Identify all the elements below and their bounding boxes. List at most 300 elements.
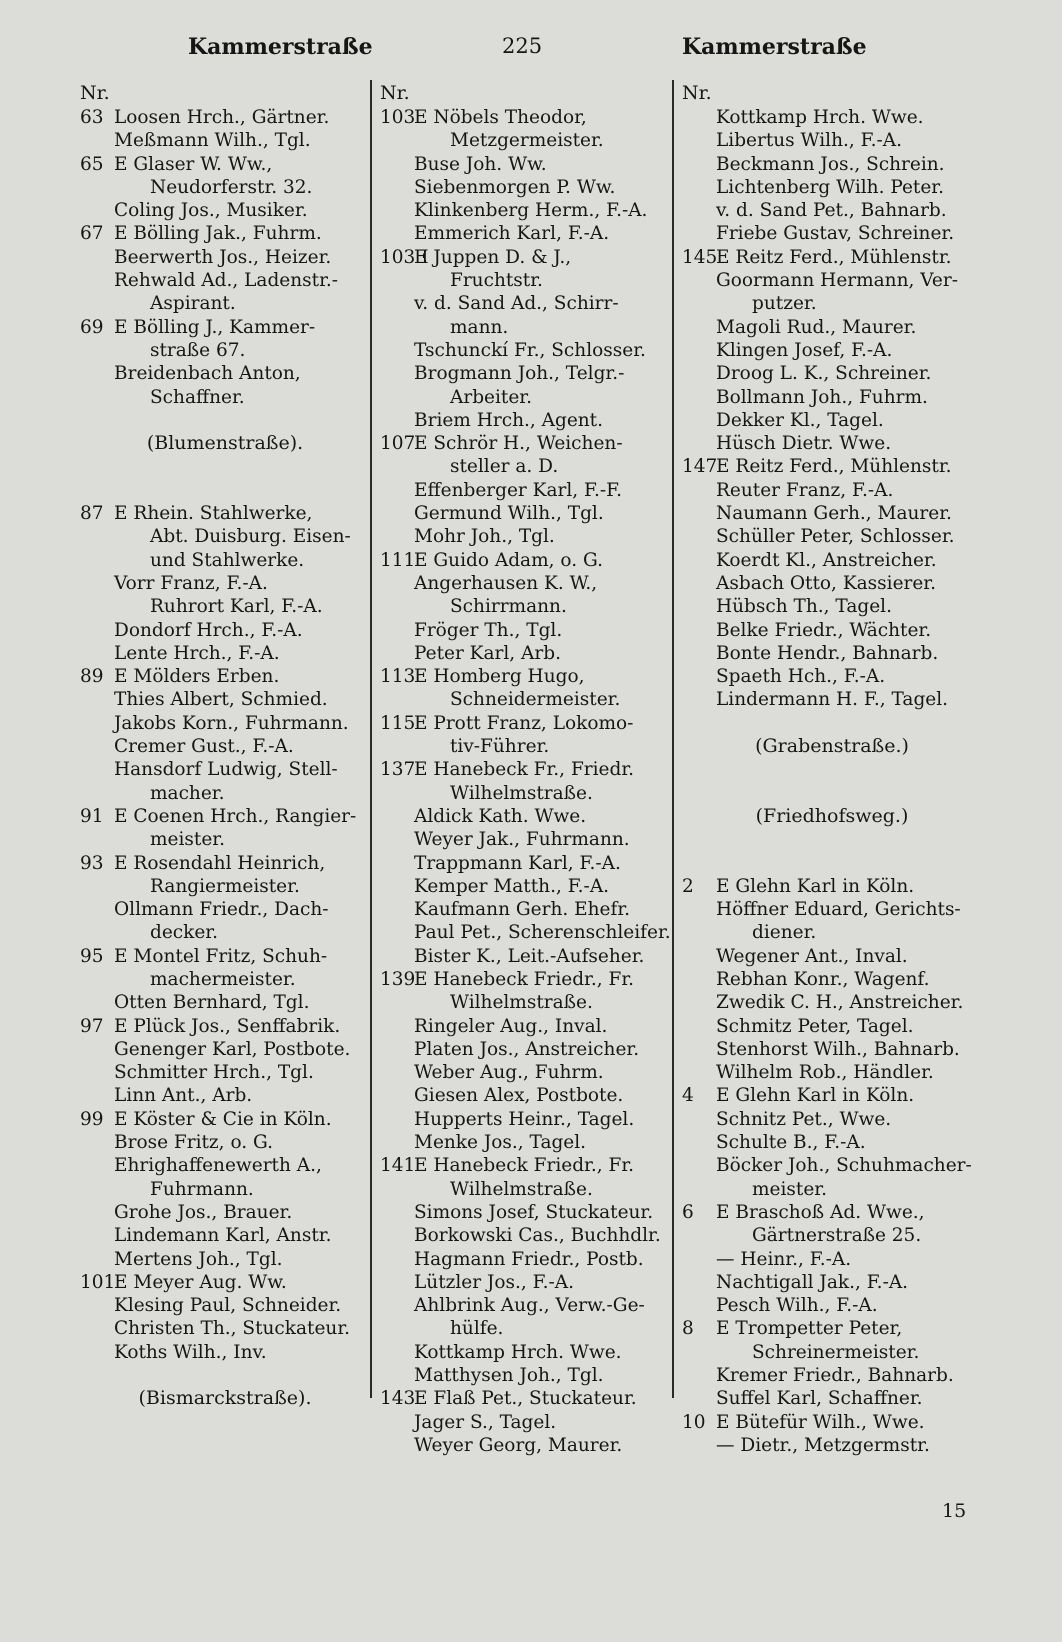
house-number: 101	[80, 1271, 116, 1293]
signature-number: 15	[942, 1500, 967, 1522]
resident-entry	[80, 362, 370, 385]
resident-entry	[682, 1434, 982, 1457]
resident-entry	[80, 1084, 370, 1107]
house-number: 95	[80, 945, 104, 967]
house-number: 141	[380, 1155, 416, 1177]
entry-text: E Hanebeck Friedr., Fr.	[414, 1155, 635, 1177]
column-label: Nr.	[682, 82, 712, 104]
street-section-heading: (Grabenstraße.)	[755, 735, 909, 758]
entry-text: Nachtigall Jak., F.-A.	[716, 1271, 909, 1293]
resident-entry	[380, 1061, 670, 1084]
house-entry	[682, 875, 982, 898]
house-number: 6	[682, 1201, 694, 1223]
resident-entry	[682, 642, 982, 665]
entry-continuation	[380, 455, 670, 478]
entry-text: E Reitz Ferd., Mühlenstr.	[716, 456, 952, 478]
entry-text: und Stahlwerke.	[150, 549, 305, 571]
resident-entry	[380, 1108, 670, 1131]
entry-text: macher.	[150, 782, 225, 804]
resident-entry	[380, 1341, 670, 1364]
entry-continuation	[80, 595, 370, 618]
house-entry	[80, 1108, 370, 1131]
entry-text: Klingen Josef, F.-A.	[716, 339, 893, 361]
entry-text: putzer.	[752, 293, 817, 315]
entry-text: Ollmann Friedr., Dach-	[114, 899, 329, 921]
resident-entry	[682, 479, 982, 502]
entry-text: Rehwald Ad., Ladenstr.-	[114, 270, 339, 292]
resident-entry	[380, 945, 670, 968]
house-number: 2	[682, 875, 694, 897]
resident-entry	[682, 898, 982, 921]
entry-text: Suffel Karl, Schaffner.	[716, 1388, 923, 1410]
house-entry	[80, 945, 370, 968]
entry-text: steller a. D.	[450, 456, 559, 478]
resident-entry	[380, 1201, 670, 1224]
house-entry	[80, 852, 370, 875]
house-number: 8	[682, 1318, 694, 1340]
entry-text: Höffner Eduard, Gerichts-	[716, 899, 961, 921]
house-number: 91	[80, 805, 104, 827]
house-number: 113	[380, 666, 416, 688]
entry-text: Schaffner.	[150, 386, 245, 408]
resident-entry	[380, 1434, 670, 1457]
house-entry	[80, 1015, 370, 1038]
entry-text: Arbeiter.	[450, 386, 532, 408]
entry-text: Genenger Karl, Postbote.	[114, 1038, 351, 1060]
resident-entry	[682, 1387, 982, 1410]
entry-text: Gärtnerstraße 25.	[752, 1225, 922, 1247]
resident-entry	[80, 1201, 370, 1224]
resident-entry	[80, 1038, 370, 1061]
entry-continuation	[380, 316, 670, 339]
resident-entry	[380, 1084, 670, 1107]
entry-text: E Coenen Hrch., Rangier-	[114, 805, 357, 827]
house-entry	[380, 758, 670, 781]
resident-entry	[80, 1154, 370, 1177]
house-entry	[80, 805, 370, 828]
entry-text: Brose Fritz, o. G.	[114, 1132, 274, 1154]
entry-text: Effenberger Karl, F.-F.	[414, 479, 622, 501]
resident-entry	[380, 176, 670, 199]
entry-text: Matthysen Joh., Tgl.	[414, 1365, 604, 1387]
resident-entry	[380, 1015, 670, 1038]
resident-entry	[682, 525, 982, 548]
resident-entry	[380, 292, 670, 315]
resident-entry	[380, 339, 670, 362]
entry-continuation	[380, 688, 670, 711]
entry-text: Coling Jos., Musiker.	[114, 200, 308, 222]
house-entry	[380, 246, 670, 269]
entry-text: E Prott Franz, Lokomo-	[414, 712, 634, 734]
resident-entry	[380, 1224, 670, 1247]
entry-text: straße 67.	[150, 339, 246, 361]
resident-entry	[380, 222, 670, 245]
entry-text: Stenhorst Wilh., Bahnarb.	[716, 1038, 960, 1060]
resident-entry	[682, 362, 982, 385]
house-entry	[80, 106, 370, 129]
house-entry	[80, 665, 370, 688]
entry-text: Mohr Joh., Tgl.	[414, 526, 555, 548]
spacer	[682, 758, 982, 805]
spacer	[80, 455, 370, 502]
resident-entry	[380, 1248, 670, 1271]
entry-text: Lindermann H. F., Tagel.	[716, 689, 949, 711]
street-section-heading: (Bismarckstraße).	[138, 1387, 312, 1410]
entry-text: Linn Ant., Arb.	[114, 1085, 253, 1107]
resident-entry	[682, 1364, 982, 1387]
resident-entry	[80, 1341, 370, 1364]
entry-text: Ahlbrink Aug., Verw.-Ge-	[414, 1295, 645, 1317]
house-entry	[380, 665, 670, 688]
entry-text: Wilhelm Rob., Händler.	[716, 1062, 934, 1084]
entry-text: diener.	[752, 922, 817, 944]
entry-continuation	[380, 269, 670, 292]
entry-text: Fröger Th., Tgl.	[414, 619, 563, 641]
house-entry	[380, 712, 670, 735]
house-number: 10	[682, 1411, 706, 1433]
entry-continuation	[380, 782, 670, 805]
entry-text: E Guido Adam, o. G.	[414, 549, 603, 571]
resident-entry	[380, 642, 670, 665]
entry-continuation	[80, 968, 370, 991]
resident-entry	[682, 665, 982, 688]
resident-entry	[682, 572, 982, 595]
entry-text: Schreinermeister.	[752, 1341, 920, 1363]
entry-continuation	[380, 386, 670, 409]
entry-text: Schneidermeister.	[450, 689, 621, 711]
entry-continuation	[80, 828, 370, 851]
entry-continuation	[80, 339, 370, 362]
house-entry	[682, 1201, 982, 1224]
entry-text: Asbach Otto, Kassierer.	[716, 572, 937, 594]
entry-text: E Bütefür Wilh., Wwe.	[716, 1411, 925, 1433]
resident-entry	[80, 129, 370, 152]
entry-text: v. d. Sand Ad., Schirr-	[414, 293, 619, 315]
entry-text: Schirrmann.	[450, 596, 567, 618]
house-number: 67	[80, 223, 104, 245]
resident-entry	[380, 572, 670, 595]
house-entry	[682, 1317, 982, 1340]
entry-text: Cremer Gust., F.-A.	[114, 736, 294, 758]
resident-entry	[682, 1015, 982, 1038]
resident-entry	[682, 595, 982, 618]
resident-entry	[80, 898, 370, 921]
entry-text: Fruchtstr.	[450, 270, 543, 292]
resident-entry	[682, 1248, 982, 1271]
entry-text: Spaeth Hch., F.-A.	[716, 666, 886, 688]
entry-text: Jager S., Tagel.	[414, 1411, 557, 1433]
resident-entry	[380, 409, 670, 432]
entry-text: Ruhrort Karl, F.-A.	[150, 596, 323, 618]
entry-continuation	[80, 1178, 370, 1201]
entry-text: Schulte B., F.-A.	[716, 1132, 866, 1154]
entry-continuation	[682, 1178, 982, 1201]
entry-text: E Reitz Ferd., Mühlenstr.	[716, 246, 952, 268]
entry-text: Vorr Franz, F.-A.	[114, 572, 268, 594]
entry-text: Goormann Hermann, Ver-	[716, 270, 958, 292]
entry-continuation	[380, 1317, 670, 1340]
entry-text: Kremer Friedr., Bahnarb.	[716, 1365, 954, 1387]
entry-text: v. d. Sand Pet., Bahnarb.	[716, 200, 947, 222]
entry-text: Weyer Jak., Fuhrmann.	[414, 829, 630, 851]
entry-text: Jakobs Korn., Fuhrmann.	[114, 712, 349, 734]
spacer	[682, 828, 982, 875]
entry-text: Breidenbach Anton,	[114, 363, 301, 385]
resident-entry	[682, 409, 982, 432]
resident-entry	[682, 339, 982, 362]
entry-text: Weyer Georg, Maurer.	[414, 1434, 623, 1456]
resident-entry	[380, 525, 670, 548]
entry-text: Otten Bernhard, Tgl.	[114, 992, 310, 1014]
entry-continuation	[80, 875, 370, 898]
entry-continuation	[380, 735, 670, 758]
entry-text: Simons Josef, Stuckateur.	[414, 1201, 654, 1223]
entry-continuation	[80, 921, 370, 944]
entry-text: E Hanebeck Fr., Friedr.	[414, 759, 635, 781]
resident-entry	[682, 129, 982, 152]
entry-text: Wilhelmstraße.	[450, 992, 593, 1014]
house-number: 99	[80, 1108, 104, 1130]
resident-entry	[380, 479, 670, 502]
entry-text: Klinkenberg Herm., F.-A.	[414, 200, 648, 222]
house-entry	[80, 153, 370, 176]
resident-entry	[380, 1364, 670, 1387]
entry-text: machermeister.	[150, 968, 296, 990]
entry-text: Abt. Duisburg. Eisen-	[150, 526, 351, 548]
resident-entry	[682, 502, 982, 525]
entry-continuation	[80, 782, 370, 805]
entry-text: E Glaser W. Ww.,	[114, 153, 273, 175]
resident-entry	[80, 688, 370, 711]
resident-entry	[380, 1294, 670, 1317]
entry-text: Peter Karl, Arb.	[414, 642, 561, 664]
entry-text: Hupperts Heinr., Tagel.	[414, 1108, 635, 1130]
entry-text: E Trompetter Peter,	[716, 1318, 903, 1340]
resident-entry	[380, 1271, 670, 1294]
entry-text: Schmitz Peter, Tagel.	[716, 1015, 914, 1037]
resident-entry	[682, 619, 982, 642]
entry-text: Hüsch Dietr. Wwe.	[716, 433, 892, 455]
house-number: 111	[380, 549, 416, 571]
entry-text: Lente Hrch., F.-A.	[114, 642, 280, 664]
resident-entry	[380, 502, 670, 525]
entry-text: Belke Friedr., Wächter.	[716, 619, 932, 641]
house-entry	[80, 222, 370, 245]
resident-entry	[380, 1131, 670, 1154]
entry-text: meister.	[752, 1178, 827, 1200]
house-number: 143	[380, 1388, 416, 1410]
entry-text: E Braschoß Ad. Wwe.,	[716, 1201, 925, 1223]
house-number: 107	[380, 433, 416, 455]
column-divider	[370, 80, 372, 1398]
entry-text: Lichtenberg Wilh. Peter.	[716, 176, 944, 198]
resident-entry	[682, 1061, 982, 1084]
resident-entry	[682, 1038, 982, 1061]
spacer	[682, 712, 982, 735]
entry-text: Tschunckí Fr., Schlosser.	[414, 339, 646, 361]
column-label: Nr.	[80, 82, 110, 104]
entry-text: Fuhrmann.	[150, 1178, 254, 1200]
resident-entry	[682, 945, 982, 968]
resident-entry	[682, 1131, 982, 1154]
entry-text: Droog L. K., Schreiner.	[716, 363, 932, 385]
entry-continuation	[80, 549, 370, 572]
house-entry	[682, 246, 982, 269]
house-number: 89	[80, 666, 104, 688]
resident-entry	[682, 316, 982, 339]
house-number: 69	[80, 316, 104, 338]
resident-entry	[80, 1061, 370, 1084]
house-entry	[80, 1271, 370, 1294]
spacer	[80, 1364, 370, 1387]
house-number: 147	[682, 456, 718, 478]
entry-text: E Rosendahl Heinrich,	[114, 852, 326, 874]
house-number: 137	[380, 759, 416, 781]
street-section-heading: (Friedhofsweg.)	[755, 804, 909, 827]
entry-text: Platen Jos., Anstreicher.	[414, 1038, 640, 1060]
entry-text: E Nöbels Theodor,	[414, 107, 587, 128]
entry-text: Paul Pet., Scherenschleifer.	[414, 922, 671, 944]
house-number: 103	[380, 107, 416, 128]
entry-text: Ringeler Aug., Inval.	[414, 1015, 608, 1037]
left-running-title: Kammerstraße	[188, 34, 373, 60]
house-entry	[682, 1084, 982, 1107]
entry-text: E Juppen D. & J.,	[414, 246, 572, 268]
entry-text: Reuter Franz, F.-A.	[716, 479, 894, 501]
entry-continuation	[80, 292, 370, 315]
entry-text: Koths Wilh., Inv.	[114, 1341, 267, 1363]
column-2	[380, 80, 670, 1457]
resident-entry	[80, 758, 370, 781]
entry-continuation	[380, 129, 670, 152]
entry-text: E Rhein. Stahlwerke,	[114, 503, 313, 525]
entry-text: Hansdorf Ludwig, Stell-	[114, 759, 338, 781]
entry-text: E Homberg Hugo,	[414, 666, 585, 688]
entry-text: Wilhelmstraße.	[450, 1178, 593, 1200]
resident-entry	[380, 153, 670, 176]
resident-entry	[682, 222, 982, 245]
entry-text: E Bölling J., Kammer-	[114, 316, 316, 338]
entry-text: E Bölling Jak., Fuhrm.	[114, 223, 322, 245]
entry-continuation	[80, 386, 370, 409]
house-number: 103 I	[380, 246, 429, 268]
entry-text: E Montel Fritz, Schuh-	[114, 945, 328, 967]
entry-text: Loosen Hrch., Gärtner.	[114, 107, 330, 128]
entry-text: Giesen Alex, Postbote.	[414, 1085, 624, 1107]
column-1	[80, 80, 370, 1411]
entry-continuation	[682, 292, 982, 315]
resident-entry	[80, 1294, 370, 1317]
house-entry	[380, 1387, 670, 1410]
entry-text: Aldick Kath. Wwe.	[414, 805, 587, 827]
house-number: 65	[80, 153, 104, 175]
house-number: 115	[380, 712, 416, 734]
resident-entry	[80, 1317, 370, 1340]
entry-text: Neudorferstr. 32.	[150, 176, 313, 198]
resident-entry	[80, 1224, 370, 1247]
entry-text: Angerhausen K. W.,	[414, 572, 598, 594]
entry-text: Mertens Joh., Tgl.	[114, 1248, 283, 1270]
entry-text: Bonte Hendr., Bahnarb.	[716, 642, 939, 664]
resident-entry	[682, 1108, 982, 1131]
house-number: 87	[80, 503, 104, 525]
resident-entry	[380, 852, 670, 875]
entry-text: hülfe.	[450, 1318, 504, 1340]
entry-text: Christen Th., Stuckateur.	[114, 1318, 351, 1340]
entry-text: Lindemann Karl, Anstr.	[114, 1225, 332, 1247]
house-entry	[380, 549, 670, 572]
entry-text: E Köster & Cie in Köln.	[114, 1108, 332, 1130]
entry-continuation	[80, 176, 370, 199]
entry-text: Friebe Gustav, Schreiner.	[716, 223, 955, 245]
entry-text: E Glehn Karl in Köln.	[716, 875, 915, 897]
resident-entry	[682, 1154, 982, 1177]
resident-entry	[80, 642, 370, 665]
entry-text: — Dietr., Metzgermstr.	[716, 1434, 930, 1456]
resident-entry	[80, 199, 370, 222]
entry-text: Borkowski Cas., Buchhdlr.	[414, 1225, 661, 1247]
entry-text: Koerdt Kl., Anstreicher.	[716, 549, 937, 571]
house-entry	[80, 502, 370, 525]
entry-text: Zwedik C. H., Anstreicher.	[716, 992, 964, 1014]
resident-entry	[682, 991, 982, 1014]
house-entry	[380, 968, 670, 991]
entry-text: mann.	[450, 316, 509, 338]
resident-entry	[682, 549, 982, 572]
entry-text: Bollmann Joh., Fuhrm.	[716, 386, 928, 408]
resident-entry	[682, 432, 982, 455]
entry-text: E Hanebeck Friedr., Fr.	[414, 968, 635, 990]
house-entry	[380, 432, 670, 455]
resident-entry	[682, 106, 982, 129]
entry-text: Germund Wilh., Tgl.	[414, 503, 604, 525]
resident-entry	[80, 572, 370, 595]
entry-text: Schnitz Pet., Wwe.	[716, 1108, 892, 1130]
entry-text: E Mölders Erben.	[114, 666, 280, 688]
entry-text: Böcker Joh., Schuhmacher-	[716, 1155, 972, 1177]
entry-continuation	[380, 991, 670, 1014]
house-entry	[380, 1154, 670, 1177]
resident-entry	[80, 712, 370, 735]
entry-text: Naumann Gerh., Maurer.	[716, 503, 952, 525]
entry-text: E Schrör H., Weichen-	[414, 433, 623, 455]
house-number: 63	[80, 107, 104, 128]
house-number: 139	[380, 968, 416, 990]
resident-entry	[380, 875, 670, 898]
entry-text: Kemper Matth., F.-A.	[414, 875, 610, 897]
entry-text: Grohe Jos., Brauer.	[114, 1201, 293, 1223]
resident-entry	[380, 619, 670, 642]
house-number: 93	[80, 852, 104, 874]
entry-text: Trappmann Karl, F.-A.	[414, 852, 621, 874]
entry-text: Pesch Wilh., F.-A.	[716, 1295, 878, 1317]
column-label: Nr.	[380, 82, 410, 104]
entry-text: Libertus Wilh., F.-A.	[716, 130, 902, 152]
resident-entry	[380, 362, 670, 385]
entry-continuation	[682, 1224, 982, 1247]
house-entry	[80, 316, 370, 339]
entry-text: Briem Hrch., Agent.	[414, 409, 604, 431]
entry-text: Kottkamp Hrch. Wwe.	[414, 1341, 622, 1363]
entry-continuation	[380, 595, 670, 618]
resident-entry	[682, 1271, 982, 1294]
entry-text: Schüller Peter, Schlosser.	[716, 526, 955, 548]
entry-text: Bister K., Leit.-Aufseher.	[414, 945, 645, 967]
entry-text: Beckmann Jos., Schrein.	[716, 153, 945, 175]
spacer	[80, 409, 370, 432]
resident-entry	[380, 921, 670, 944]
resident-entry	[80, 1248, 370, 1271]
